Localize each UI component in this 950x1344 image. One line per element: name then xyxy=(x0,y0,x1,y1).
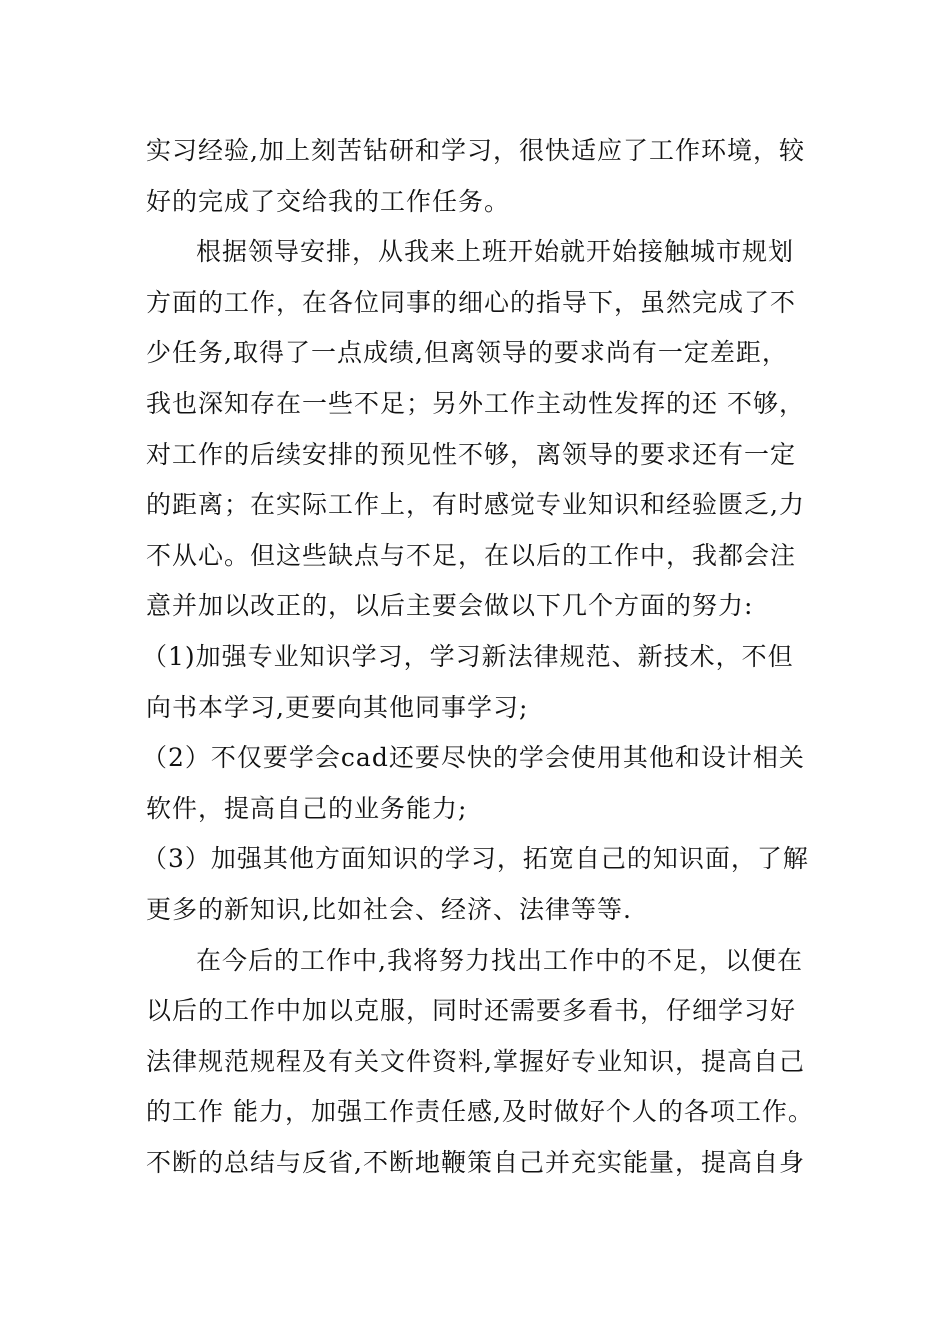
paragraph-start-line: 根据领导安排，从我来上班开始就开始接触城市规划 xyxy=(196,237,795,267)
text-line: 不断的总结与反省,不断地鞭策自己并充实能量，提高自身 xyxy=(146,1147,805,1177)
text-line: 少任务,取得了一点成绩,但离领导的要求尚有一定差距， xyxy=(146,338,788,368)
list-item-3-line: （3）加强其他方面知识的学习，拓宽自己的知识面，了解 xyxy=(142,844,809,874)
text-line: 不从心。但这些缺点与不足，在以后的工作中，我都会注 xyxy=(146,540,797,570)
list-item-1-line: （1)加强专业知识学习，学习新法律规范、新技术，不但 xyxy=(142,641,794,671)
document-body xyxy=(142,126,814,1188)
text-line: 好的完成了交给我的工作任务。 xyxy=(146,186,511,216)
text-line: 以后的工作中加以克服，同时还需要多看书，仔细学习好 xyxy=(146,996,797,1026)
paragraph-start-line: 在今后的工作中,我将努力找出工作中的不足，以便在 xyxy=(196,945,803,975)
text-line: 实习经验,加上刻苦钻研和学习，很快适应了工作环境，较 xyxy=(146,136,805,165)
text-line: 的工作 能力，加强工作责任感,及时做好个人的各项工作。 xyxy=(146,1097,814,1127)
text-line: 方面的工作，在各位同事的细心的指导下，虽然完成了不 xyxy=(146,287,797,317)
text-line: 法律规范规程及有关文件资料,掌握好专业知识，提高自己 xyxy=(146,1046,805,1076)
text-line: 向书本学习,更要向其他同事学习; xyxy=(146,692,529,722)
text-line: 软件，提高自己的业务能力; xyxy=(146,793,468,823)
text-line: 对工作的后续安排的预见性不够，离领导的要求还有一定 xyxy=(146,439,797,469)
text-line: 更多的新知识,比如社会、经济、法律等等. xyxy=(146,894,632,924)
list-item-2-line: （2）不仅要学会cad还要尽快的学会使用其他和设计相关 xyxy=(142,743,805,773)
text-line: 我也深知存在一些不足；另外工作主动性发挥的还 不够， xyxy=(146,388,805,418)
text-line: 意并加以改正的，以后主要会做以下几个方面的努力: xyxy=(146,591,754,621)
text-line: 的距离；在实际工作上，有时感觉专业知识和经验匮乏,力 xyxy=(146,490,805,520)
